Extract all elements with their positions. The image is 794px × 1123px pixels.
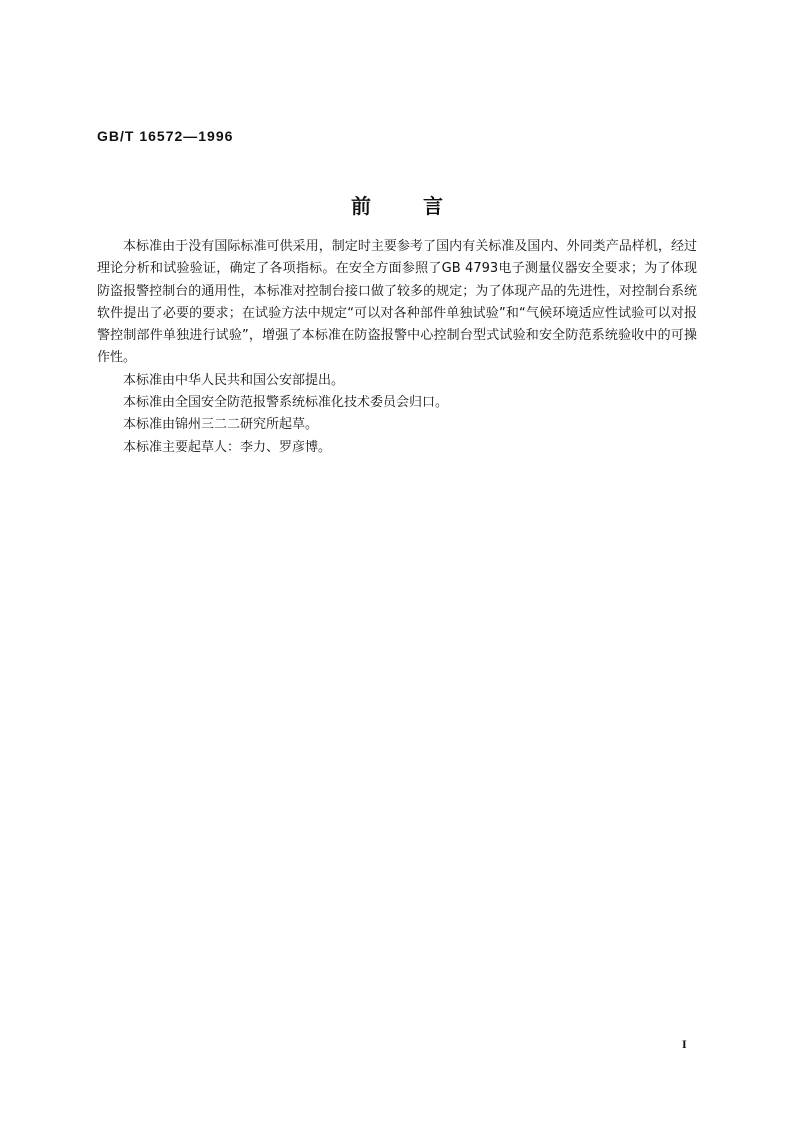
page-number: I xyxy=(682,1037,687,1051)
paragraph-authors: 本标准主要起草人：李力、罗彦博。 xyxy=(123,439,332,455)
page-title: 前言 xyxy=(351,194,495,218)
paragraph-administrator: 本标准由全国安全防范报警系统标准化技术委员会归口。 xyxy=(123,395,449,411)
paragraph-proposer: 本标准由中华人民共和国公安部提出。 xyxy=(123,372,345,388)
paragraph-drafter: 本标准由锦州三二二研究所起草。 xyxy=(123,417,319,433)
paragraph-intro: 本标准由于没有国际标准可供采用，制定时主要参考了国内有关标准及国内、外同类产品样机，经过理论分析和试验验证，确定了各项指标。在安全方面参照了GB 4793电子测量仪器安全要求；为了体现防盗报警控制台的通用性，本标准对控制台接口做了较多的规定；为了体现产品的先进性，对控制台系统软件提出了必要的要求；在试验方法中规定“可以对各种部件单独试验”和“气候环境适应性试验可以对报警控制部件单独进行试验”，增强了本标准在防盗报警中心控制台型式试验和安全防范系统验收中的可操作性。 xyxy=(97,239,697,366)
standard-code: GB/T 16572—1996 xyxy=(97,128,234,144)
document-body xyxy=(97,236,697,459)
